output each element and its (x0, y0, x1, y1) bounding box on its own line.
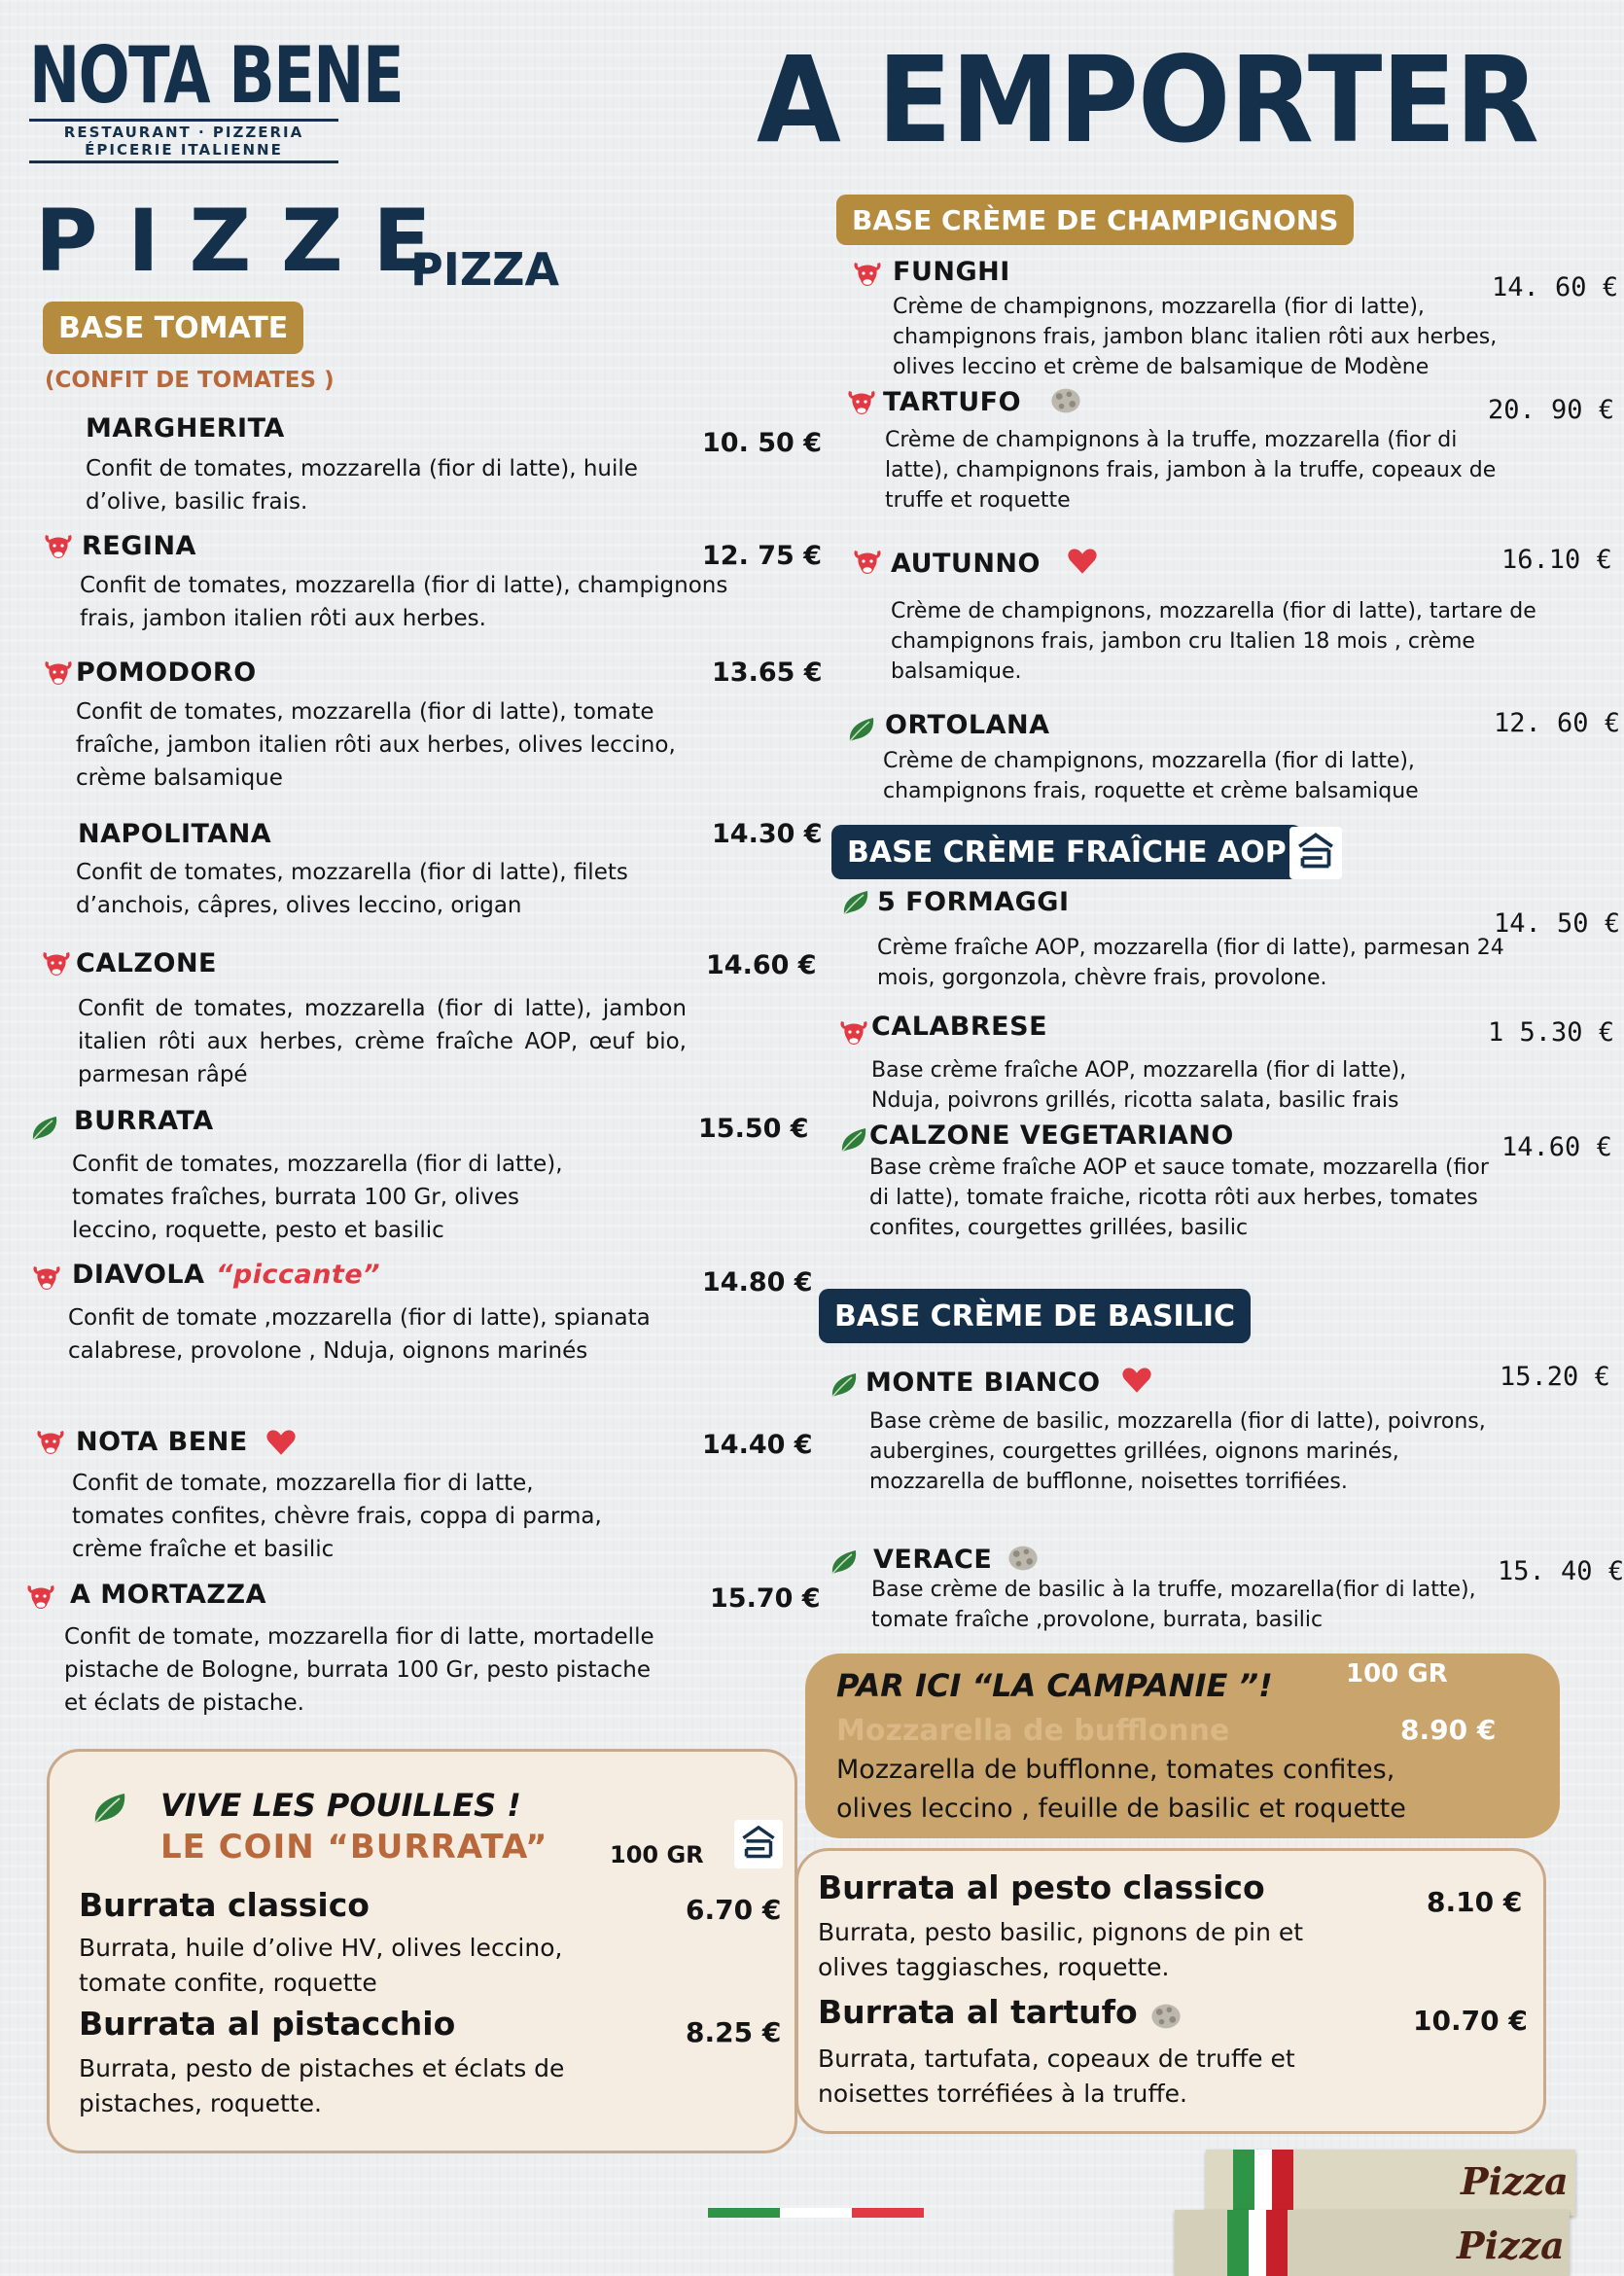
pizza-desc: Crème de champignons, mozzarella (fior di latte), tartare de champignons frais, jambon cru Italien 18 mois , crème balsamique. (891, 599, 1536, 684)
pizza-name: 5 FORMAGGI (877, 887, 1070, 917)
pizza-desc: Crème de champignons à la truffe, mozzarella (fior di latte), champignons frais, jambon à la truffe, copeaux de truffe et roquette (885, 428, 1497, 513)
pizza-name: NAPOLITANA (78, 819, 272, 849)
campanie-title: PAR ICI “LA CAMPANIE ”! (836, 1667, 1273, 1704)
pizza-name: ORTOLANA (885, 710, 1050, 740)
pizza-name: NOTA BENE (76, 1427, 248, 1457)
burrata-desc: Burrata, tartufata, copeaux de truffe et noisettes torréfiées à la truffe. (818, 2045, 1295, 2108)
burrata-desc: Burrata, huile d’olive HV, olives leccino, tomate confite, roquette (79, 1934, 563, 1997)
pizza-name: REGINA (82, 531, 196, 561)
pizza-desc: Confit de tomates, mozzarella (fior di latte), champignons frais, jambon italien rôti aux herbes. (80, 573, 728, 631)
heart-icon (265, 1426, 298, 1463)
pizza-name: A MORTAZZA (70, 1580, 266, 1610)
pizza-price: 14.80 € (702, 1267, 813, 1298)
truffle-icon (1006, 1541, 1041, 1580)
truffle-icon (1048, 383, 1083, 422)
leaf-icon (840, 887, 871, 922)
pizza-name: CALZONE (76, 948, 217, 978)
cow-icon (734, 1820, 783, 1868)
bull-icon (31, 1262, 62, 1298)
burrata-price: 8.25 € (686, 2016, 782, 2048)
pizza-desc: Confit de tomate, mozzarella fior di latte, tomates confites, chèvre frais, coppa di parma, crème fraîche et basilic (72, 1471, 602, 1562)
pizza-price: 16.10 € (1501, 545, 1612, 575)
leaf-icon (829, 1369, 860, 1405)
leaf-icon (846, 714, 877, 749)
burrata-price: 6.70 € (686, 1894, 782, 1926)
base-basilic-label: BASE CRÈME DE BASILIC (819, 1289, 1251, 1343)
heart-icon (1120, 1364, 1153, 1401)
leaf-icon (838, 1124, 869, 1159)
base-creme-fraiche-label: BASE CRÈME FRAÎCHE AOP (831, 825, 1302, 879)
burrata-name: Burrata al pistacchio (79, 2005, 456, 2043)
piccante-tag: “piccante” (216, 1260, 381, 1290)
pizza-desc: Confit de tomate, mozzarella fior di latte, mortadelle pistache de Bologne, burrata 100 Gr, pesto pistache et éclats de pistache. (64, 1624, 654, 1716)
pizza-name: CALZONE VEGETARIANO (869, 1120, 1234, 1151)
section-title: P I Z Z E (35, 191, 432, 291)
pizza-box-bottom (1175, 2210, 1570, 2276)
bull-icon (852, 259, 883, 294)
bull-icon (25, 1582, 56, 1617)
pizza-name: TARTUFO (883, 387, 1022, 417)
pizza-desc: Confit de tomates, mozzarella (fior di latte), filets d’anchois, câpres, olives leccino, origan (76, 860, 628, 918)
pizza-desc: Confit de tomates, mozzarella (fior di latte), tomate fraîche, jambon italien rôti aux herbes, olives leccino, crème balsamique (76, 699, 676, 791)
burrata-price: 8.10 € (1427, 1886, 1523, 1918)
pizza-price: 15.20 € (1500, 1362, 1610, 1392)
burrata-name: Burrata al pesto classico (818, 1868, 1265, 1906)
pizza-desc: Confit de tomates, mozzarella (fior di latte), huile d’olive, basilic frais. (86, 456, 638, 515)
pizza-desc: Base crème fraîche AOP, mozzarella (fior di latte), Nduja, poivrons grillés, ricotta salata, basilic frais (871, 1058, 1407, 1113)
base-champignons-label: BASE CRÈME DE CHAMPIGNONS (836, 195, 1354, 245)
pizza-price: 14.40 € (702, 1430, 813, 1460)
pizza-desc: Crème de champignons, mozzarella (fior di latte), champignons frais, jambon blanc italien rôti aux herbes, olives leccino et crème de balsamique de Modène (893, 295, 1498, 379)
pizza-name: AUTUNNO (891, 549, 1041, 579)
brand-name: NOTA BENE (29, 30, 404, 121)
pizza-name: DIAVOLA (72, 1260, 205, 1290)
pizza-price: 10. 50 € (702, 428, 822, 458)
truffle-icon (1148, 1999, 1183, 2038)
pizza-price: 1 5.30 € (1488, 1017, 1615, 1048)
pizza-price: 14. 50 € (1494, 908, 1621, 939)
burrata-desc: Burrata, pesto de pistaches et éclats de pistaches, roquette. (79, 2054, 565, 2117)
page-title: A EMPORTER (757, 31, 1538, 169)
pizza-desc: Crème de champignons, mozzarella (fior di latte), champignons frais, roquette et crème balsamique (883, 749, 1419, 803)
campanie-desc: Mozzarella de bufflonne, tomates confites, olives leccino , feuille de basilic et roquette (836, 1755, 1406, 1824)
campanie-price: 8.90 € (1400, 1714, 1497, 1746)
pizza-price: 14.60 € (1501, 1132, 1612, 1162)
bull-icon (43, 658, 74, 693)
base-tomate-label: BASE TOMATE (43, 302, 303, 354)
pouilles-box (47, 1749, 797, 2153)
burrata-name: Burrata classico (79, 1886, 370, 1924)
pouilles-title: VIVE LES POUILLES ! (160, 1787, 521, 1824)
pizza-name: FUNGHI (893, 257, 1010, 287)
pizza-desc: Base crème de basilic à la truffe, mozarella(fior di latte), tomate fraîche ,provolone, burrata, basilic (871, 1578, 1476, 1632)
pizza-desc: Confit de tomate ,mozzarella (fior di latte), spianata calabrese, provolone , Nduja, oignons marinés (68, 1305, 651, 1364)
pizza-price: 20. 90 € (1488, 395, 1615, 425)
pizza-price: 14.30 € (712, 819, 823, 849)
cow-icon (1289, 827, 1342, 879)
bull-icon (852, 547, 883, 582)
pizza-name: BURRATA (74, 1106, 214, 1136)
burrata-name: Burrata al tartufo (818, 1993, 1138, 2031)
pouilles-weight: 100 GR (610, 1841, 704, 1868)
burrata-right-box (795, 1848, 1546, 2134)
pizza-desc: Base crème de basilic, mozzarella (fior di latte), poivrons, aubergines, courgettes grillées, oignons marinés, mozzarella de bufflonne, noisettes torrifiées. (869, 1409, 1486, 1494)
pizza-box-label: Pizza (1457, 2223, 1565, 2267)
section-subtitle: PIZZA (410, 243, 560, 296)
bull-icon (838, 1017, 869, 1052)
campanie-weight: 100 GR (1346, 1659, 1448, 1689)
pizza-desc: Crème fraîche AOP, mozzarella (fior di latte), parmesan 24 mois, gorgonzola, chèvre frais, provolone. (877, 936, 1504, 990)
pizza-name: VERACE (873, 1545, 993, 1575)
pizza-box-label: Pizza (1461, 2159, 1569, 2203)
pizza-price: 14.60 € (706, 950, 817, 980)
pizza-desc: Confit de tomates, mozzarella (fior di latte), tomates fraîches, burrata 100 Gr, olives leccino, roquette, pesto et basilic (72, 1152, 563, 1243)
pizza-name: MARGHERITA (86, 413, 285, 444)
brand-logo (29, 30, 404, 163)
burrata-price: 10.70 € (1413, 2005, 1528, 2037)
italian-flag-divider (708, 2208, 924, 2218)
pizza-price: 15. 40 € (1498, 1556, 1624, 1586)
brand-tagline-2: ÉPICERIE ITALIENNE (85, 141, 283, 159)
pizza-price: 12. 75 € (702, 541, 822, 571)
pizza-price: 13.65 € (712, 658, 823, 688)
pizza-price: 12. 60 € (1494, 708, 1621, 738)
leaf-icon (90, 1789, 129, 1831)
base-tomate-note: (CONFIT DE TOMATES ) (45, 368, 335, 393)
pizza-price: 15.70 € (710, 1583, 821, 1614)
pizza-name: MONTE BIANCO (865, 1368, 1101, 1398)
pizza-name: CALABRESE (871, 1012, 1048, 1042)
pizza-desc: Base crème fraîche AOP et sauce tomate, mozzarella (fior di latte), tomate fraiche, ricotta rôti aux herbes, tomates confites, courgettes grillées, basilic (869, 1156, 1489, 1240)
bull-icon (35, 1427, 66, 1462)
pouilles-subtitle: LE COIN “BURRATA” (160, 1828, 548, 1867)
pizza-price: 15.50 € (698, 1114, 809, 1144)
pizza-name: POMODORO (76, 658, 257, 688)
brand-tagline-1: RESTAURANT · PIZZERIA (63, 124, 304, 141)
pizza-price: 14. 60 € (1492, 272, 1619, 302)
bull-icon (846, 387, 877, 422)
campanie-box (805, 1654, 1560, 1838)
bull-icon (43, 531, 74, 566)
bull-icon (41, 948, 72, 983)
heart-icon (1066, 545, 1099, 582)
pizza-desc: Confit de tomates, mozzarella (fior di latte), jambon italien rôti aux herbes, crème fraîche AOP, œuf bio, parmesan râpé (78, 996, 687, 1087)
burrata-desc: Burrata, pesto basilic, pignons de pin et olives taggiasches, roquette. (818, 1918, 1304, 1981)
leaf-icon (29, 1113, 60, 1148)
pizza-box-top (1206, 2150, 1575, 2216)
campanie-ghost-text: Mozzarella de bufflonne (836, 1714, 1230, 1748)
leaf-icon (829, 1547, 860, 1582)
